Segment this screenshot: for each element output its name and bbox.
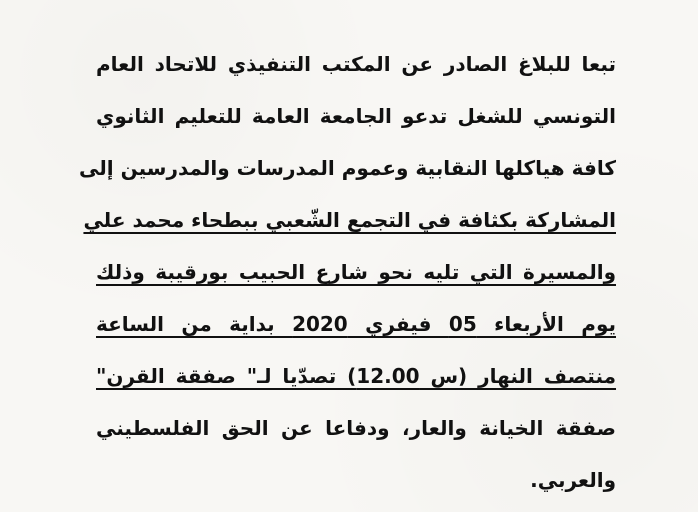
document-line-1: تبعا للبلاغ الصادر عن المكتب التنفيذي للاتحاد العام <box>96 52 616 76</box>
document-line-8: صفقة الخيانة والعار، ودفاعا عن الحق الفلسطيني <box>96 416 616 440</box>
document-body <box>79 38 617 506</box>
document-line-6: يوم الأربعاء 05 فيفري 2020 بداية من الساعة <box>96 312 616 336</box>
document-line-2: التونسي للشغل تدعو الجامعة العامة للتعليم الثانوي <box>96 104 616 128</box>
document-line-7: منتصف النهار (س 12.00) تصدّيا لـ" صفقة القرن" <box>96 364 617 388</box>
document-line-5: والمسيرة التي تليه نحو شارع الحبيب بورقيبة وذلك <box>96 260 616 284</box>
document-line-3: كافة هياكلها النقابية وعموم المدرسات والمدرسين إلى <box>79 156 616 180</box>
document-line-9: والعربي. <box>530 468 616 492</box>
document-line-4: المشاركة بكثافة في التجمع الشّعبي ببطحاء محمد علي <box>83 208 616 232</box>
